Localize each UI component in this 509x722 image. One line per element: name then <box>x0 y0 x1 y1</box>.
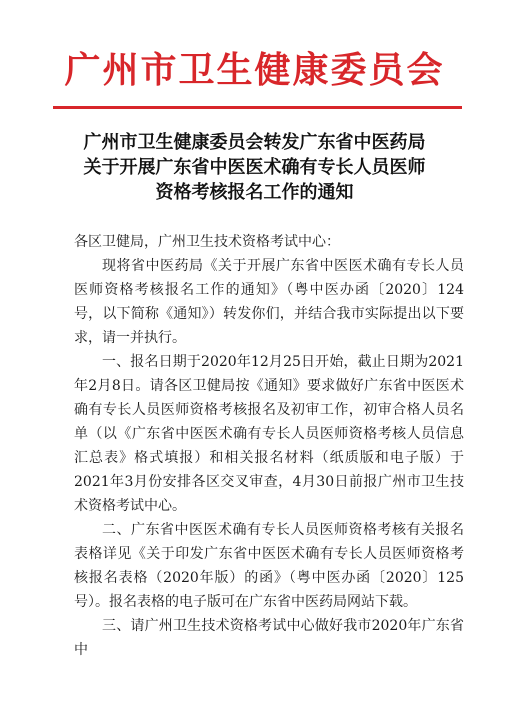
item-3-paragraph: 三、请广州卫生技术资格考试中心做好我市2020年广东省中 <box>74 618 464 658</box>
header-red-rule <box>53 106 462 109</box>
intro-paragraph: 现将省中医药局《关于开展广东省中医医术确有专长人员医师资格考核报名工作的通知》（粤中医办函〔2020〕124号，以下简称《通知》）转发你们，并结合我市实际提出以下要求，请一并执行。 <box>74 258 464 346</box>
title-line-2: 关于开展广东省中医医术确有专长人员医师 <box>83 157 426 178</box>
document-title <box>40 130 469 205</box>
item-1-paragraph: 一、报名日期于2020年12月25日开始，截止日期为2021年2月8日。请各区卫健局按《通知》要求做好广东省中医医术确有专长人员医师资格考核报名及初审工作，初审合格人员名单（以《广东省中医医术确有专长人员医师资格考核人员信息汇总表》格式填报）和相关报名材料（纸质版和电子版）于2021年3月份安排各区交叉审查，4月30日前报广州市卫生技术资格考试中心。 <box>74 354 464 514</box>
title-line-3: 资格考核报名工作的通知 <box>155 182 354 203</box>
document-body <box>74 230 464 662</box>
item-2-paragraph: 二、广东省中医医术确有专长人员医师资格考核有关报名表格详见《关于印发广东省中医医术确有专长人员医师资格考核报名表格（2020年版）的函》（粤中医办函〔2020〕125号）。报名表格的电子版可在广东省中医药局网站下载。 <box>74 522 464 610</box>
organization-header: 广州市卫生健康委员会 <box>64 49 445 91</box>
salutation: 各区卫健局，广州卫生技术资格考试中心： <box>74 234 340 250</box>
title-line-1: 广州市卫生健康委员会转发广东省中医药局 <box>83 132 426 153</box>
